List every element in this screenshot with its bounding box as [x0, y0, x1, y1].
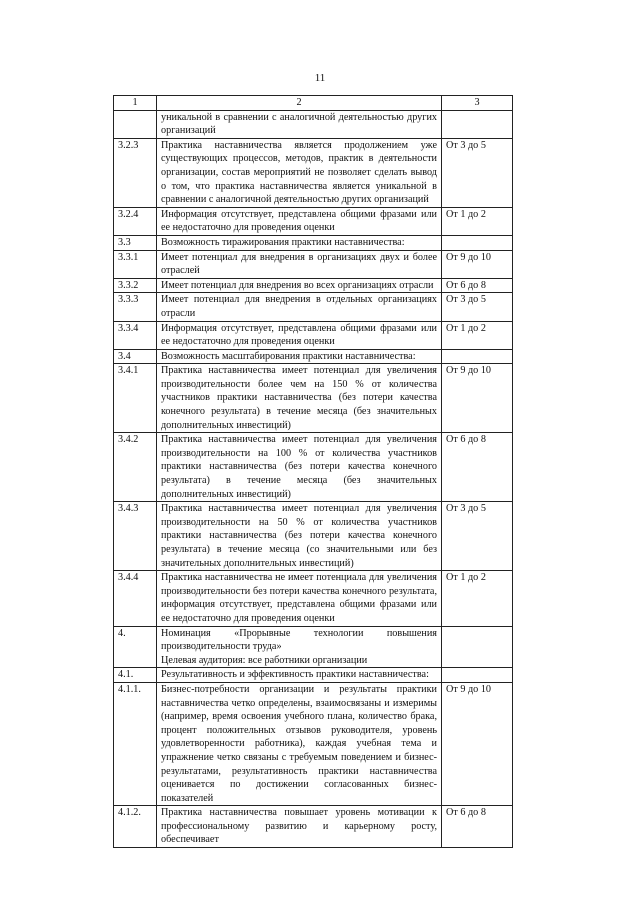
table-row [114, 138, 513, 207]
row-number: 3.3.1 [114, 250, 157, 278]
row-number: 3.3.3 [114, 293, 157, 321]
row-number: 4.1.2. [114, 806, 157, 848]
table-row [114, 364, 513, 433]
header-col-1: 1 [114, 96, 157, 111]
row-score: От 9 до 10 [442, 364, 513, 433]
row-score [442, 668, 513, 683]
row-score [442, 235, 513, 250]
row-score: От 1 до 2 [442, 571, 513, 626]
row-score [442, 626, 513, 668]
row-score: От 1 до 2 [442, 321, 513, 349]
row-number: 3.2.4 [114, 207, 157, 235]
row-number: 4.1.1. [114, 682, 157, 805]
page-number: 11 [314, 72, 326, 84]
row-text: Имеет потенциал для внедрения во всех организациях отрасли [157, 278, 442, 293]
table-row [114, 626, 513, 668]
row-text: Информация отсутствует, представлена общими фразами или ее недостаточно для проведения оценки [157, 321, 442, 349]
row-text: Результативность и эффективность практики наставничества: [157, 668, 442, 683]
row-number: 3.4.1 [114, 364, 157, 433]
table-row [114, 207, 513, 235]
row-text: Практика наставничества повышает уровень мотивации к профессиональному развитию и карьерному росту, обеспечивает [157, 806, 442, 848]
row-score [442, 110, 513, 138]
row-text: Практика наставничества не имеет потенциала для увеличения производительности без потери качества конечного результата, информация отсутствует, представлена общими фразами или ее недостаточно для проведения оценки [157, 571, 442, 626]
row-text [157, 626, 442, 668]
row-text: Возможность тиражирования практики наставничества: [157, 235, 442, 250]
table-row [114, 682, 513, 805]
table-row [114, 110, 513, 138]
row-number: 3.3.2 [114, 278, 157, 293]
row-text: Практика наставничества имеет потенциал для увеличения производительности более чем на 150 % от количества участников практики наставничества (без потери качества конечного результата) в течение месяца (без значительных дополнительных инвестиций) [157, 364, 442, 433]
row-score: От 6 до 8 [442, 278, 513, 293]
table-row [114, 668, 513, 683]
target-audience: Целевая аудитория: все работники организации [161, 654, 368, 666]
nomination-title: Номинация «Прорывные технологии повышения производительности труда» [161, 627, 437, 653]
table-row [114, 250, 513, 278]
header-col-3: 3 [442, 96, 513, 111]
row-score: От 9 до 10 [442, 682, 513, 805]
row-text: Практика наставничества имеет потенциал для увеличения производительности на 100 % от количества участников практики наставничества (без потери качества конечного результата) в течение месяца (без значительных дополнительных инвестиций) [157, 433, 442, 502]
row-score: От 1 до 2 [442, 207, 513, 235]
table-row [114, 278, 513, 293]
table-row [114, 806, 513, 848]
row-number [114, 110, 157, 138]
row-text: Имеет потенциал для внедрения в организациях двух и более отраслей [157, 250, 442, 278]
table-row [114, 502, 513, 571]
table-row [114, 433, 513, 502]
row-text: Информация отсутствует, представлена общими фразами или ее недостаточно для проведения оценки [157, 207, 442, 235]
row-text: Возможность масштабирования практики наставничества: [157, 349, 442, 364]
table-row [114, 571, 513, 626]
row-number: 3.4.4 [114, 571, 157, 626]
row-text: Бизнес-потребности организации и результаты практики наставничества четко определены, взаимосвязаны и измеримы (например, время освоения учебного плана, количество брака, процент положительных отзывов руководителя, уровень удовлетворенности работника), каждая учебная тема и упражнение четко связаны с требуемым поведением и бизнес-результатами, результативность практики наставничества оценивается по достижении согласованных бизнес-показателей [157, 682, 442, 805]
row-text: Практика наставничества является продолжением уже существующих процессов, методов, практик в деятельности организации, состав мероприятий не позволяет сделать вывод о том, что практика наставничества является уникальной в сравнении с аналогичной деятельностью других организаций [157, 138, 442, 207]
row-number: 3.3 [114, 235, 157, 250]
table-header-row [114, 96, 513, 111]
row-number: 3.4.2 [114, 433, 157, 502]
table-row [114, 293, 513, 321]
row-score: От 3 до 5 [442, 138, 513, 207]
row-number: 3.4 [114, 349, 157, 364]
row-number: 3.3.4 [114, 321, 157, 349]
row-score: От 3 до 5 [442, 293, 513, 321]
row-text: уникальной в сравнении с аналогичной деятельностью других организаций [157, 110, 442, 138]
row-score: От 9 до 10 [442, 250, 513, 278]
row-number: 4.1. [114, 668, 157, 683]
row-score: От 3 до 5 [442, 502, 513, 571]
criteria-table [113, 95, 513, 848]
row-text: Практика наставничества имеет потенциал для увеличения производительности на 50 % от количества участников практики наставничества (без потери качества конечного результата) в течение месяца (со значительными или без значительных дополнительных инвестиций) [157, 502, 442, 571]
row-score [442, 349, 513, 364]
row-text: Имеет потенциал для внедрения в отдельных организациях отрасли [157, 293, 442, 321]
row-score: От 6 до 8 [442, 433, 513, 502]
table-row [114, 235, 513, 250]
row-number: 4. [114, 626, 157, 668]
table-row [114, 349, 513, 364]
table-row [114, 321, 513, 349]
row-score: От 6 до 8 [442, 806, 513, 848]
header-col-2: 2 [157, 96, 442, 111]
row-number: 3.2.3 [114, 138, 157, 207]
row-number: 3.4.3 [114, 502, 157, 571]
